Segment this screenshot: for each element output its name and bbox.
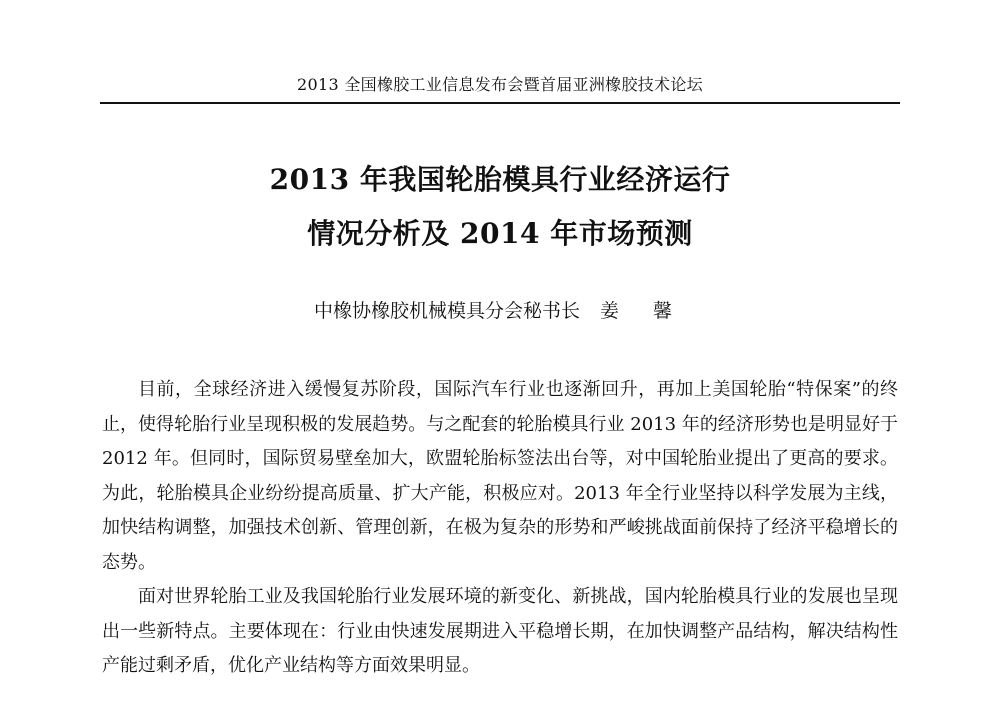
author-byline <box>100 297 900 325</box>
header-rule <box>100 102 900 104</box>
running-header: 2013 全国橡胶工业信息发布会暨首届亚洲橡胶技术论坛 <box>297 75 703 94</box>
author-name: 姜 馨 <box>599 300 687 322</box>
body-paragraph-1: 目前，全球经济进入缓慢复苏阶段，国际汽车行业也逐渐回升，再加上美国轮胎“特保案”的终止，使得轮胎行业呈现积极的发展趋势。与之配套的轮胎模具行业 2013 年的经济形势也是明显好于 2012 年。但同时，国际贸易壁垒加大，欧盟轮胎标签法出台等，对中国轮胎业提出了更高的要求。为此，轮胎模具企业纷纷提高质量、扩大产能，积极应对。2013 年全行业坚持以科学发展为主线，加快结构调整，加强技术创新、管理创新，在极为复杂的形势和严峻挑战面前保持了经济平稳增长的态势。 <box>102 379 898 573</box>
article-body <box>102 373 898 684</box>
body-paragraph-2: 面对世界轮胎工业及我国轮胎行业发展环境的新变化、新挑战，国内轮胎模具行业的发展也呈现出一些新特点。主要体现在：行业由快速发展期进入平稳增长期，在加快调整产品结构，解决结构性产能过剩矛盾，优化产业结构等方面效果明显。 <box>102 586 898 676</box>
author-affiliation: 中橡协橡胶机械模具分会秘书长 <box>313 300 580 322</box>
article-title-line-1: 2013 年我国轮胎模具行业经济运行 <box>269 163 731 196</box>
article-title-line-2: 情况分析及 2014 年市场预测 <box>307 217 693 250</box>
